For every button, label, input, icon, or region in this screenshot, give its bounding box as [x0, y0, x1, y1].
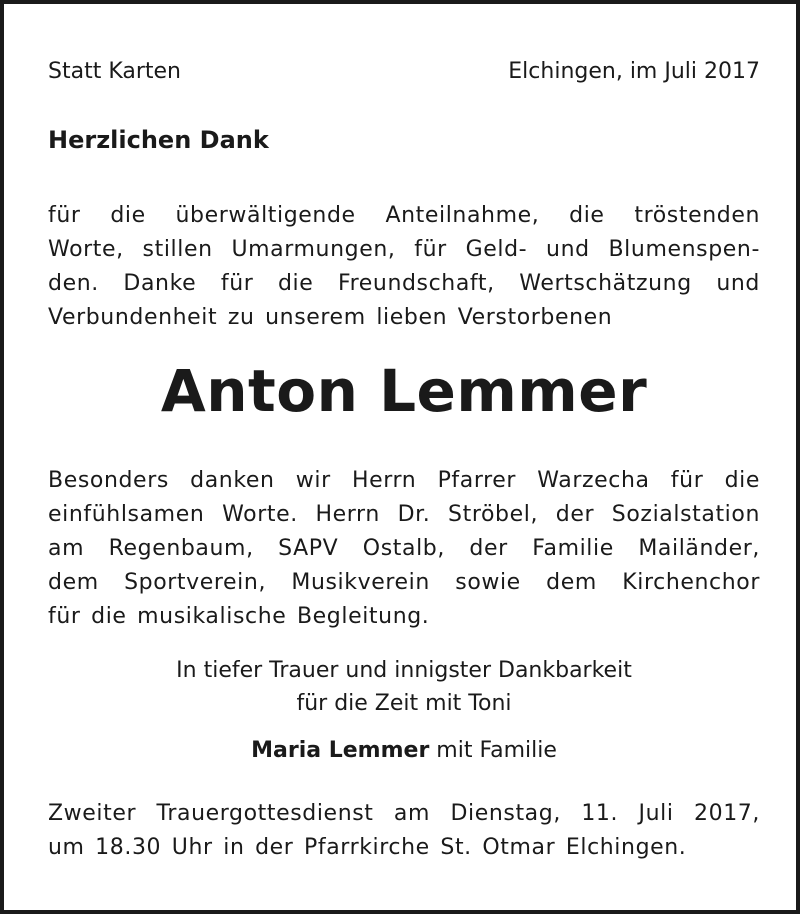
thanks-line: am Regenbaum, SAPV Ostalb, der Familie Mailänder,	[48, 536, 760, 561]
thanks-line: einfühlsamen Worte. Herrn Dr. Ströbel, der Sozialstation	[48, 502, 760, 527]
service-line: um 18.30 Uhr in der Pfarrkirche St. Otmar Elchingen.	[48, 835, 687, 860]
header-date-place: Elchingen, im Juli 2017	[508, 59, 760, 84]
intro-line: Worte, stillen Umarmungen, für Geld- und Blumenspen-	[48, 237, 760, 262]
signature-line	[4, 734, 800, 768]
header-line	[48, 54, 760, 90]
service-line: Zweiter Trauergottesdienst am Dienstag, 11. Juli 2017,	[48, 801, 760, 826]
intro-line: den. Danke für die Freundschaft, Wertschätzung und	[48, 271, 760, 296]
service-paragraph	[48, 797, 760, 865]
thanks-line: dem Sportverein, Musikverein sowie dem Kirchenchor	[48, 570, 760, 595]
thanks-paragraph	[48, 464, 760, 634]
thanks-line: Besonders danken wir Herrn Pfarrer Warzecha für die	[48, 468, 760, 493]
intro-paragraph	[48, 199, 760, 335]
signature-suffix: mit Familie	[429, 738, 557, 763]
closing-block	[4, 654, 800, 720]
thanks-heading: Herzlichen Dank	[48, 126, 269, 154]
closing-line: In tiefer Trauer und innigster Dankbarkeit	[176, 658, 632, 683]
closing-line: für die Zeit mit Toni	[296, 691, 512, 716]
header-left-text: Statt Karten	[48, 59, 181, 84]
intro-line: Verbundenheit zu unserem lieben Verstorbenen	[48, 305, 613, 330]
intro-line: für die überwältigende Anteilnahme, die tröstenden	[48, 203, 760, 228]
signature-name: Maria Lemmer	[251, 738, 430, 763]
deceased-name: Anton Lemmer	[160, 357, 648, 425]
thanks-line: für die musikalische Begleitung.	[48, 604, 430, 629]
